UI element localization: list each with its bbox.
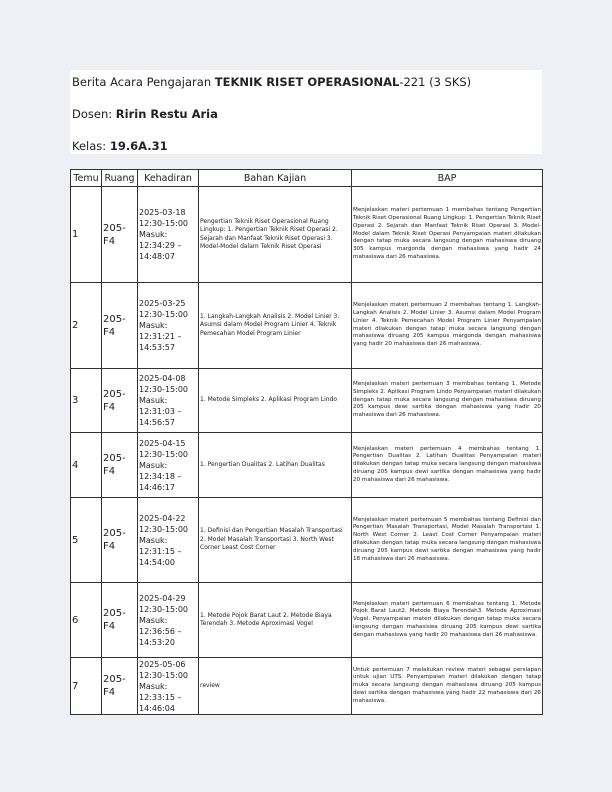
column-header-temu: Temu [71,170,102,187]
cell-kehadiran: 2025-04-22 12:30-15:00 Masuk: 12:31:15 – 14:54:00 [138,498,199,583]
cell-bap: Menjelaskan materi pertemuan 5 membahas tentang Definisi dan Pengertian Masalah Transportasi, Model Masalah Transportasi 1. North West Corner 2. Least Cost Corner Penyampaian materi dilakukan dengan tatap muka secara langsung dengan mahasiswa diruang 205 kampus dewi sartika dengan mahasiswa yang hadir 18 mahasiswa dari 26 mahasiswa. [352,498,543,583]
cell-temu: 6 [71,583,102,658]
cell-kehadiran: 2025-04-08 12:30-15:00 Masuk: 12:31:03 – 14:56:57 [138,369,199,433]
cell-bap: Menjelaskan materi pertemuan 4 membahas tentang 1. Pengertian Dualitas 2. Latihan Dualitas Penyampaian materi dilakukan dengan tatap muka secara langsung dengan mahasiswa diruang 205 kampus dewi sartika dengan mahasiswa yang hadir 20 mahasiswa dari 26 mahasiswa. [352,433,543,498]
cell-bap: Menjelaskan materi pertemuan 1 membahas tentang Pengertian Teknik Riset Operasional Ruang Lingkup: 1. Pengertian Teknik Riset Operasi 2. Sejarah dan Manfaat Teknik Riset Operasi 3. Model-Model dalam Teknik Riset Operasi Penyampaian materi dilakukan dengan tatap muka secara langsung dengan mahasiswa diruang 305 kampus margonda dengan mahasiswa yang hadir 24 mahasiswa dari 26 mahasiswa. [352,187,543,283]
class-line [72,139,168,153]
cell-bahan-kajian: review [199,658,352,715]
table-row [71,369,543,433]
cell-kehadiran: 2025-04-29 12:30-15:00 Masuk: 12:36:56 – 14:53:20 [138,583,199,658]
class-name: 19.6A.31 [109,139,168,153]
table-row [71,433,543,498]
cell-bahan-kajian: 1. Langkah-Langkah Analisis 2. Model Linier 3. Asumsi dalam Model Program Linier 4. Teknik Pemecahan Model Program Linier [199,283,352,369]
lecturer-name: Ririn Restu Aria [115,107,218,121]
lecturer-line [72,107,218,121]
course-suffix: -221 (3 SKS) [399,75,472,89]
cell-bap: Menjelaskan materi pertemuan 6 membahas tentang 1. Metode Pojok Barat Laut2. Metode Biaya Terendah3. Metode Aproximasi Vogel. Penyampaian materi dilakukan dengan tatap muka secara langsung dengan mahasiswa diruang 205 kampus dewi sartika dengan mahasiswa yang hadir 20 mahasiswa dari 26 mahasiswa. [352,583,543,658]
cell-bahan-kajian: 1. Pengertian Dualitas 2. Latihan Dualitas [199,433,352,498]
cell-bahan-kajian: 1. Metode Simpleks 2. Aplikasi Program Lindo [199,369,352,433]
column-header-ruang: Ruang [102,170,138,187]
table-row [71,498,543,583]
cell-temu: 2 [71,283,102,369]
cell-temu: 1 [71,187,102,283]
title-prefix: Berita Acara Pengajaran [72,75,215,89]
table-row [71,187,543,283]
cell-bap: Menjelaskan materi pertemuan 2 membahas tentang 1. Langkah-Langkah Analisis 2. Model Linier 3. Asumsi dalam Model Program Linier 4. Teknik Pemecahan Model Program Linier Penyampaian materi dilakukan dengan tatap muka secara langsung dengan mahasiswa diruang 205 kampus margonda dengan mahasiswa yang hadir 20 mahasiswa dari 26 mahasiswa. [352,283,543,369]
table-row [71,283,543,369]
cell-temu: 3 [71,369,102,433]
teaching-report-table [70,169,543,715]
cell-temu: 5 [71,498,102,583]
column-header-kehadiran: Kehadiran [138,170,199,187]
cell-temu: 7 [71,658,102,715]
cell-bahan-kajian: 1. Definisi dan Pengertian Masalah Transportasi 2. Model Masalah Transportasi 3. North West Corner Least Cost Corner [199,498,352,583]
cell-kehadiran: 2025-04-15 12:30-15:00 Masuk: 12:34:18 – 14:46:17 [138,433,199,498]
cell-ruang: 205-F4 [102,583,138,658]
lecturer-label: Dosen: [72,107,116,121]
document-header [70,70,542,154]
cell-kehadiran: 2025-03-18 12:30-15:00 Masuk: 12:34:29 – 14:48:07 [138,187,199,283]
cell-ruang: 205-F4 [102,658,138,715]
cell-temu: 4 [71,433,102,498]
title-line [72,75,471,89]
cell-ruang: 205-F4 [102,283,138,369]
cell-ruang: 205-F4 [102,498,138,583]
course-name: TEKNIK RISET OPERASIONAL [214,75,400,89]
cell-bap: Untuk pertemuan 7 melakukan review materi sebagai persiapan untuk ujian UTS. Penyampaian materi dilakukan dengan tatap muka secara langsung dengan mahasiswa diruang 205 kampus dewi sartika dengan mahasiswa yang hadir 22 mahasiswa dari 26 mahasiswa. [352,658,543,715]
cell-bahan-kajian: Pengertian Teknik Riset Operasional Ruang Lingkup: 1. Pengertian Teknik Riset Operasi 2. Sejarah dan Manfaat Teknik Riset Operasi 3. Model-Model dalam Teknik Riset Operasi [199,187,352,283]
cell-ruang: 205-F4 [102,187,138,283]
cell-ruang: 205-F4 [102,433,138,498]
table-row [71,583,543,658]
table-row [71,658,543,715]
table-header-row [71,170,543,187]
cell-bap: Menjelaskan materi pertemuan 3 membahas tentang 1. Metode Simpleks 2. Aplikasi Program Lindo Penyampaian materi dilakukan dengan tatap muka secara langsung dengan mahasiswa diruang 205 kampus dewi sartika dengan mahasiswa yang hadir 20 mahasiswa dari 26 mahasiswa. [352,369,543,433]
class-label: Kelas: [72,139,110,153]
cell-kehadiran: 2025-05-06 12:30-15:00 Masuk: 12:33:15 – 14:46:04 [138,658,199,715]
cell-kehadiran: 2025-03-25 12:30-15:00 Masuk: 12:31:21 – 14:53:57 [138,283,199,369]
cell-bahan-kajian: 1. Metode Pojok Barat Laut 2. Metode Biaya Terendah 3. Metode Aproximasi Vogel [199,583,352,658]
column-header-bahan-kajian: Bahan Kajian [199,170,352,187]
column-header-bap: BAP [352,170,543,187]
cell-ruang: 205-F4 [102,369,138,433]
